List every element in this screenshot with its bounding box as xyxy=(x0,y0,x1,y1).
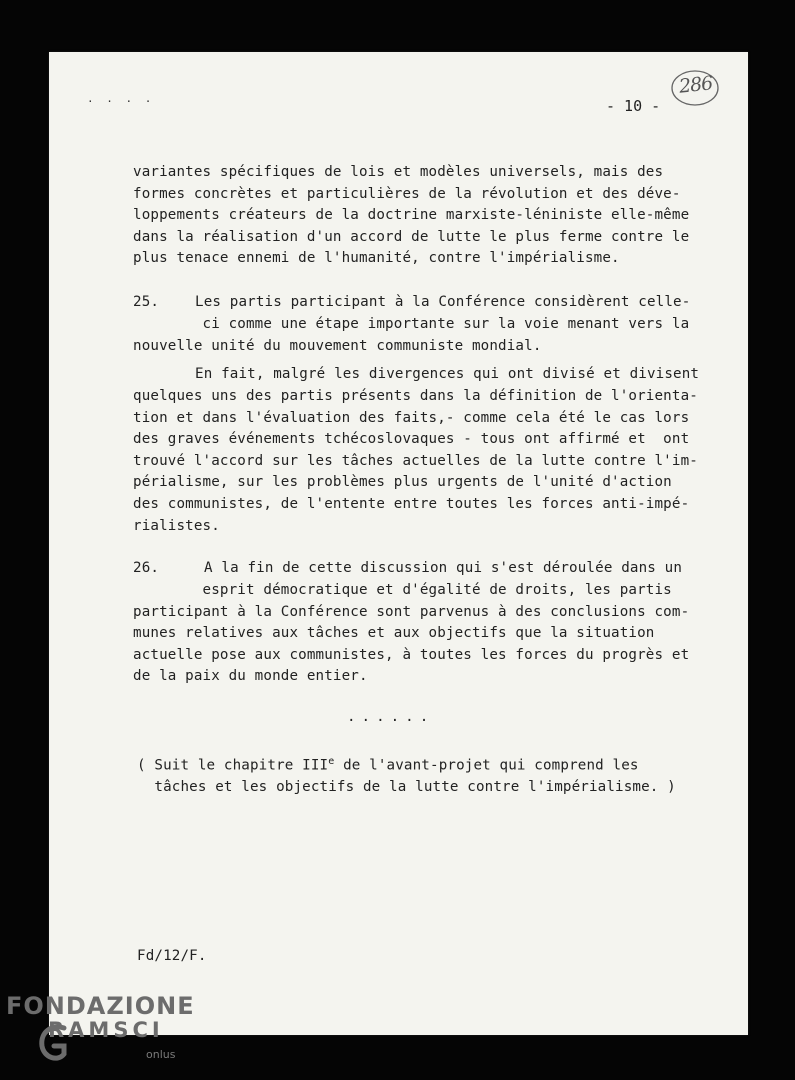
watermark-line2: RAMSCI xyxy=(48,1018,164,1042)
note-superscript: e xyxy=(328,756,335,767)
section-25-para2-first-line: En fait, malgré les divergences qui ont divisé et divisent xyxy=(195,366,700,382)
footer-reference: Fd/12/F. xyxy=(137,948,207,964)
document-page xyxy=(49,52,748,1035)
chapter-note xyxy=(137,751,676,799)
handwritten-number: 286 xyxy=(677,72,714,98)
note-text-end: de l'avant-projet qui comprend les tâches et les objectifs de la lutte contre l'impérialisme. ) xyxy=(154,757,676,796)
section-number-25: 25. xyxy=(133,294,160,310)
note-text-start: ( Suit le chapitre III xyxy=(137,757,329,774)
section-separator: ...... xyxy=(347,709,435,725)
watermark xyxy=(6,992,195,1061)
watermark-line3: onlus xyxy=(146,1048,176,1061)
paragraph-intro: variantes spécifiques de lois et modèles universels, mais des formes concrètes et particulières de la révolution et des déve- loppements créateurs de la doctrine marxiste-léniniste elle-même dans la réalisation d'un accord de lutte le plus ferme contre le plus tenace ennemi de l'humanité, contre l'impérialisme. xyxy=(133,164,690,267)
section-25-text: ci comme une étape importante sur la voie menant vers la nouvelle unité du mouvement communiste mondial. xyxy=(133,316,690,354)
watermark-line1: FONDAZIONE xyxy=(6,992,195,1020)
section-26-first-line: A la fin de cette discussion qui s'est déroulée dans un xyxy=(204,560,683,576)
section-25-para2-text: quelques uns des partis présents dans la définition de l'orienta- tion et dans l'évaluation des faits,- comme cela été le cas lors des graves événements tchécoslovaques - tous ont affirmé et ont trouvé l'accord sur les tâches actuelles de la lutte contre l'im- périalisme, sur les problèmes plus urgents de l'unité d'action des communistes, de l'entente entre toutes les forces anti-impé- rialistes. xyxy=(133,388,698,534)
corner-marks: . . . . xyxy=(87,92,155,105)
page-number: - 10 - xyxy=(606,97,661,115)
section-26-text: esprit démocratique et d'égalité de droits, les partis participant à la Conférence sont parvenus à des conclusions com- munes relatives aux tâches et aux objectifs que la situation actuelle pose aux communistes, à toutes les forces du progrès et de la paix du monde entier. xyxy=(133,582,690,685)
section-25-first-line: Les partis participant à la Conférence considèrent celle- xyxy=(195,294,691,310)
section-number-26: 26. xyxy=(133,560,160,576)
